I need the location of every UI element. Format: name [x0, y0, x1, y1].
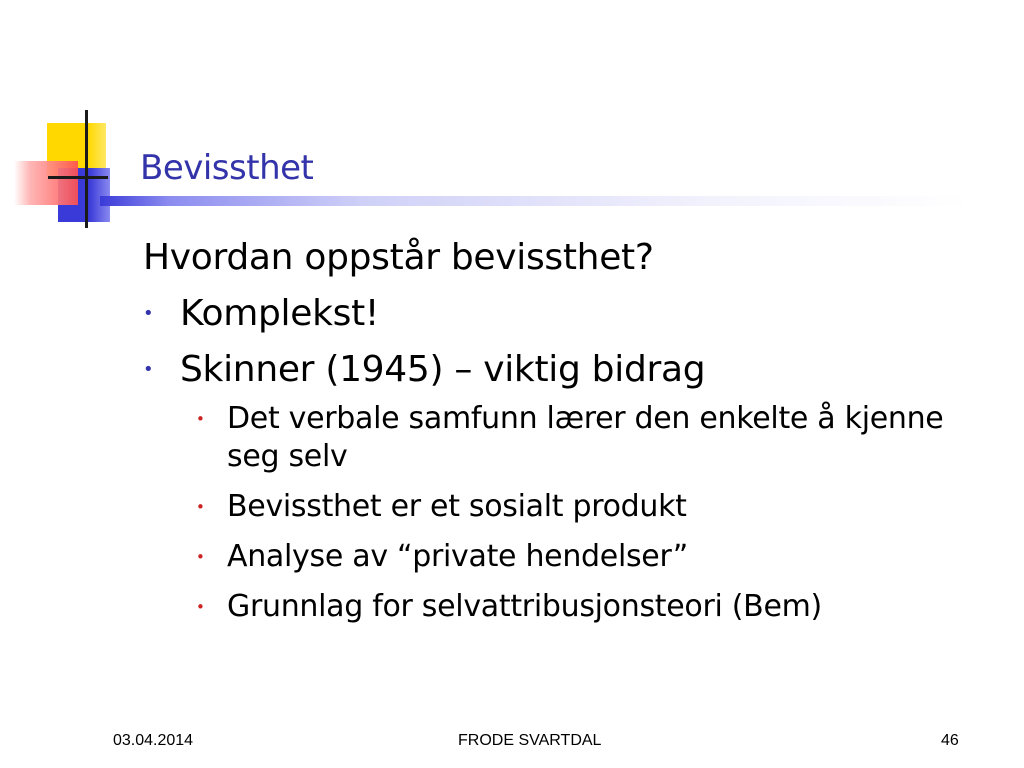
sub-bullet-text: Grunnlag for selvattribusjonsteori (Bem): [227, 589, 822, 624]
sub-bullet-marker: •: [196, 498, 205, 516]
title-underline-rule: [100, 196, 970, 206]
logo-red-square: [14, 161, 78, 205]
sub-bullet-marker: •: [196, 410, 205, 428]
sub-bullet-item: [143, 538, 957, 576]
sub-bullet-marker: •: [196, 548, 205, 566]
footer-date: 03.04.2014: [113, 732, 194, 749]
sub-bullet-item: [143, 588, 957, 626]
sub-bullet-marker: •: [196, 598, 205, 616]
bullet-text: Komplekst!: [180, 293, 380, 334]
sub-bullet-item: [143, 488, 957, 526]
lead-question: Hvordan oppstår bevissthet?: [143, 237, 654, 278]
bullet-item: [143, 344, 1003, 396]
sub-bullet-text: Det verbale samfunn lærer den enkelte å kjenne seg selv: [227, 401, 944, 474]
sub-bullet-item: [143, 400, 957, 476]
footer-page-number: 46: [941, 732, 959, 749]
slide-body: [143, 232, 1003, 638]
slide-title: Bevissthet: [140, 148, 314, 188]
sub-bullet-text: Analyse av “private hendelser”: [227, 539, 688, 574]
bullet-marker: •: [143, 303, 154, 324]
footer-author: FRODE SVARTDAL: [458, 732, 602, 749]
bullet-marker: •: [143, 359, 154, 380]
logo-vertical-line: [85, 110, 88, 228]
bullet-item: [143, 288, 1003, 340]
bullet-text: Skinner (1945) – viktig bidrag: [180, 349, 706, 390]
sub-bullet-text: Bevissthet er et sosialt produkt: [227, 489, 687, 524]
logo-horizontal-line: [48, 176, 108, 179]
